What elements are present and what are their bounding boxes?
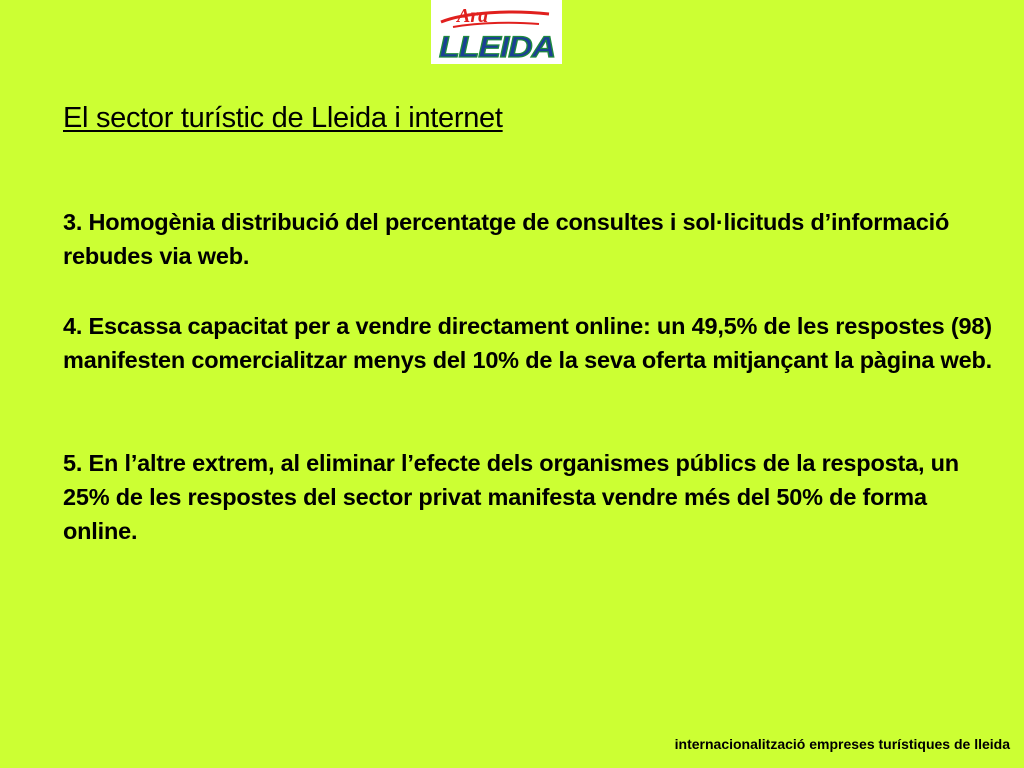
ara-lleida-logo-graphic [431, 0, 562, 64]
point-3-text: 3. Homogènia distribució del percentatge de consultes i sol·licituds d’informació rebudes via web. [63, 209, 950, 269]
slide-title: El sector turístic de Lleida i internet [63, 102, 503, 134]
ara-lleida-logo [431, 0, 562, 64]
logo-main-text: LLEIDA [439, 31, 555, 64]
point-5-text: 5. En l’altre extrem, al eliminar l’efecte dels organismes públics de la resposta, un 25% de les respostes del sector privat manifesta vendre més del 50% de forma online. [63, 450, 959, 544]
point-4-text: 4. Escassa capacitat per a vendre directament online: un 49,5% de les respostes (98) manifesten comercialitzar menys del 10% de la seva oferta mitjançant la pàgina web. [63, 313, 992, 373]
logo-top-text: Ara [457, 5, 489, 27]
footer-text: internacionalització empreses turístiques de lleida [674, 736, 1010, 752]
